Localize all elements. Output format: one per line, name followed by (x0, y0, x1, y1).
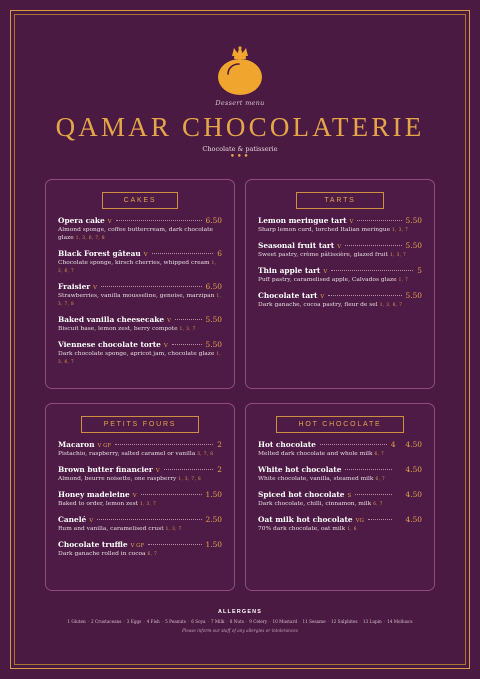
item-allergens: 1, 7 (398, 277, 409, 282)
item-description-block (58, 550, 222, 558)
allergen-separator: · (269, 619, 271, 624)
menu-item (258, 440, 422, 458)
menu-item (258, 216, 422, 234)
menu-item-row (258, 515, 422, 524)
diet-badge: V (320, 294, 325, 300)
menu-item (258, 465, 422, 483)
item-description-block (58, 350, 222, 366)
item-name: Macaron (58, 440, 95, 449)
menu-item (58, 216, 222, 242)
item-description: Melted dark chocolate and whole milk (258, 451, 373, 457)
dotted-leader (331, 270, 413, 271)
item-allergens: 6, 7 (375, 476, 386, 481)
item-allergens: 1, 3, 6, 7, 8 (75, 235, 105, 240)
item-description-block (258, 226, 422, 234)
dotted-leader (368, 519, 392, 520)
menu-item (58, 465, 222, 483)
section-hot-chocolate (245, 403, 435, 591)
allergens-title: ALLERGENS (217, 609, 263, 615)
item-price-large: 4.50 (405, 490, 422, 499)
item-name: Seasonal fruit tart (258, 241, 335, 250)
item-description: White chocolate, vanilla, steamed milk (258, 476, 374, 482)
item-description: Almond sponge, coffee buttercream, dark chocolate glaze (58, 227, 214, 241)
item-price-large: 4.50 (405, 440, 422, 449)
item-description-block (258, 450, 422, 458)
item-name: Oat milk hot chocolate (258, 515, 353, 524)
diet-badge: V (143, 252, 148, 258)
diet-badge: V (167, 318, 171, 324)
item-name: Chocolate tart (258, 291, 318, 300)
allergen-entry: 3 Eggs (126, 619, 142, 624)
allergen-entry: 6 Soya (191, 619, 206, 624)
menu-item (258, 490, 422, 508)
item-description: Biscuit base, lemon zest, berry compote (58, 326, 178, 332)
menu-item-row (58, 282, 222, 291)
item-description-block (58, 259, 222, 275)
item-name: Canelé (58, 515, 87, 524)
item-allergens: 6, 7 (373, 501, 383, 506)
menu-item-row (58, 515, 222, 524)
decorative-dots: ••• (229, 152, 251, 162)
menu-item-row (58, 216, 222, 225)
allergen-separator: · (87, 619, 90, 624)
item-description: Rum and vanilla, caramelised crust (58, 526, 164, 532)
crowned-round-chocolate-icon (215, 44, 265, 96)
section-title: PETITS FOURS (81, 416, 199, 433)
item-price: 6 (217, 249, 222, 258)
menu-item-row (258, 465, 422, 474)
allergen-entry: 9 Celery (249, 619, 268, 624)
diet-badge: V GF (130, 543, 145, 549)
menu-item (58, 440, 222, 458)
item-price: 6.50 (205, 216, 222, 225)
allergen-separator: · (226, 619, 228, 624)
item-allergens: 6, 7 (374, 451, 385, 456)
menu-item-row (58, 490, 222, 499)
allergen-separator: · (245, 619, 248, 624)
menu-item-row (58, 249, 222, 258)
allergen-entry: 14 Molluscs (387, 619, 413, 624)
menu-item (58, 249, 222, 275)
allergen-entry: 4 Fish (146, 619, 160, 624)
diet-badge: V (349, 219, 354, 225)
menu-item (258, 291, 422, 309)
allergen-entry: 10 Mustard (272, 619, 298, 624)
item-description-block (258, 500, 422, 508)
menu-items (58, 440, 222, 565)
item-description: Dark chocolate, chilli, cinnamon, milk (258, 501, 372, 507)
menu-item-row (58, 540, 222, 549)
dotted-leader (141, 494, 202, 495)
item-price: 5 (417, 266, 422, 275)
item-name: Baked vanilla cheesecake (58, 315, 165, 324)
section-title: CAKES (102, 192, 178, 209)
item-allergens: 1, 6 (347, 526, 357, 531)
dotted-leader (101, 286, 201, 287)
section-cakes (45, 179, 235, 389)
menu-items (258, 440, 422, 540)
allergen-entry: 12 Sulphites (330, 619, 358, 624)
dotted-leader (164, 469, 214, 470)
allergen-separator: · (383, 619, 386, 624)
item-allergens: 6, 7 (147, 551, 158, 556)
diet-badge: V (163, 343, 168, 349)
menu-item-row (258, 490, 422, 499)
item-description: Pistachio, raspberry, salted caramel or vanilla (58, 451, 196, 457)
item-allergens: 1, 3, 7 (392, 227, 409, 232)
menu-item-row (58, 315, 222, 324)
item-description-block (58, 500, 222, 508)
item-description-block (58, 226, 222, 242)
menu-item (58, 315, 222, 333)
item-allergens: 1, 3, 7, 8 (58, 293, 222, 306)
menu-item-row (258, 291, 422, 300)
item-description-block (58, 325, 222, 333)
allergen-entry: 13 Lupin (362, 619, 382, 624)
menu-item (58, 490, 222, 508)
item-description-block (58, 525, 222, 533)
item-price-large: 4.50 (405, 515, 422, 524)
allergens-note: Please inform our staff of any allergies or intolerances (182, 628, 298, 633)
item-price: 1.50 (205, 490, 222, 499)
menu-items (258, 216, 422, 316)
allergen-entry: 7 Milk (210, 619, 225, 624)
menu-item-row (58, 340, 222, 349)
dotted-leader (97, 519, 201, 520)
item-description-block (258, 525, 422, 533)
diet-badge: V (107, 219, 112, 225)
menu-item (258, 266, 422, 284)
item-price: 2 (217, 465, 222, 474)
menu-item-row (258, 241, 422, 250)
menu-item-row (58, 440, 222, 449)
item-description-block (258, 475, 422, 483)
allergen-entry: 11 Sesame (302, 619, 326, 624)
item-allergens: 1, 3, 6, 7 (58, 351, 222, 364)
section-tarts (245, 179, 435, 389)
item-name: Fraisier (58, 282, 91, 291)
item-allergens: 1, 3, 7, 8 (178, 476, 202, 481)
menu-item-row (258, 266, 422, 275)
item-description: Dark chocolate sponge, apricot jam, chocolate glaze (58, 351, 215, 357)
diet-badge: V (155, 468, 160, 474)
item-price: 5.50 (405, 216, 422, 225)
section-title: TARTS (296, 192, 384, 209)
item-price: 5.50 (205, 340, 222, 349)
item-description-block (58, 450, 222, 458)
item-name: Lemon meringue tart (258, 216, 347, 225)
dotted-leader (345, 245, 401, 246)
item-description: Sharp lemon curd, torched Italian meringue (258, 227, 391, 233)
diet-badge: V GF (97, 443, 112, 449)
menu-item (58, 515, 222, 533)
item-allergens: 1, 3, 7 (165, 526, 182, 531)
dotted-leader (172, 344, 202, 345)
item-name: Opera cake (58, 216, 105, 225)
dotted-leader (148, 544, 201, 545)
item-price-large: 4.50 (405, 465, 422, 474)
item-price: 2.50 (205, 515, 222, 524)
allergen-entry: 1 Gluten (67, 619, 86, 624)
menu-item-row (258, 440, 422, 449)
allergen-separator: · (299, 619, 301, 624)
item-price: 1.50 (205, 540, 222, 549)
item-name: Black Forest gâteau (58, 249, 141, 258)
allergen-separator: · (143, 619, 145, 624)
allergen-entry: 2 Crustaceans (91, 619, 122, 624)
diet-badge: V (93, 285, 98, 291)
item-name: Chocolate truffle (58, 540, 128, 549)
allergen-separator: · (161, 619, 164, 624)
item-description: 70% dark chocolate, oat milk (258, 526, 346, 532)
menu-item-row (258, 216, 422, 225)
item-description-block (58, 475, 222, 483)
item-name: White hot chocolate (258, 465, 342, 474)
dotted-leader (152, 253, 214, 254)
item-description-block (258, 276, 422, 284)
section-title: HOT CHOCOLATE (276, 416, 404, 433)
menu-item-row (58, 465, 222, 474)
item-description: Strawberries, vanilla mousseline, genoise, marzipan (58, 293, 215, 299)
dotted-leader (355, 494, 391, 495)
item-description: Almond, beurre noisette, one raspberry (58, 476, 177, 482)
menu-items (58, 216, 222, 373)
allergen-separator: · (187, 619, 190, 624)
item-description-block (58, 292, 222, 308)
menu-kicker: Dessert menu (215, 99, 265, 107)
menu-item (58, 282, 222, 308)
dotted-leader (328, 295, 401, 296)
item-price: 2 (217, 440, 222, 449)
dotted-leader (116, 220, 202, 221)
diet-badge: S (347, 493, 352, 499)
item-description: Chocolate sponge, kirsch cherries, whipped cream (58, 260, 210, 266)
allergens-list (0, 619, 480, 624)
section-petits-fours (45, 403, 235, 591)
item-price: 5.50 (405, 291, 422, 300)
allergen-separator: · (123, 619, 125, 624)
dotted-leader (345, 469, 391, 470)
menu-item (58, 540, 222, 558)
item-name: Hot chocolate (258, 440, 316, 449)
diet-badge: VG (355, 518, 364, 524)
item-allergens: 1, 3, 6, 7 (379, 302, 403, 307)
diet-badge: V (337, 244, 342, 250)
item-name: Viennese chocolate torte (58, 340, 161, 349)
dotted-leader (115, 444, 213, 445)
allergen-entry: 8 Nuts (229, 619, 244, 624)
dotted-leader (357, 220, 401, 221)
item-description-block (258, 301, 422, 309)
item-allergens: 1, 3, 6, 7 (58, 260, 217, 273)
menu-item (58, 340, 222, 366)
item-name: Honey madeleine (58, 490, 130, 499)
restaurant-title: QAMAR CHOCOLATERIE (55, 112, 425, 142)
tagline: Chocolate & patisserie (202, 145, 278, 153)
diet-badge: V (132, 493, 137, 499)
dotted-leader (175, 319, 202, 320)
item-name: Brown butter financier (58, 465, 153, 474)
item-name: Spiced hot chocolate (258, 490, 345, 499)
item-allergens: 1, 3, 7 (179, 326, 196, 331)
item-name: Thin apple tart (258, 266, 321, 275)
item-price: 4 (390, 440, 396, 449)
diet-badge: V (323, 269, 328, 275)
item-description: Sweet pastry, crème pâtissière, glazed fruit (258, 252, 389, 258)
item-allergens: 1, 3, 7 (140, 501, 157, 506)
menu-item (258, 241, 422, 259)
menu-item (258, 515, 422, 533)
item-description: Dark ganache, cocoa pastry, fleur de sel (258, 302, 378, 308)
item-description: Puff pastry, caramelised apple, Calvados glaze (258, 277, 397, 283)
dotted-leader (320, 444, 387, 445)
item-price: 5.50 (205, 315, 222, 324)
item-description: Baked to order, lemon zest (58, 501, 139, 507)
allergen-entry: 5 Peanuts (165, 619, 186, 624)
diet-badge: V (89, 518, 94, 524)
allergen-separator: · (207, 619, 209, 624)
allergen-separator: · (327, 619, 329, 624)
item-description: Dark ganache rolled in cocoa (58, 551, 146, 557)
item-allergens: 1, 3, 7 (390, 252, 407, 257)
item-description-block (258, 251, 422, 259)
item-allergens: 3, 7, 8 (197, 451, 214, 456)
item-price: 5.50 (405, 241, 422, 250)
item-price: 6.50 (205, 282, 222, 291)
allergen-separator: · (359, 619, 361, 624)
